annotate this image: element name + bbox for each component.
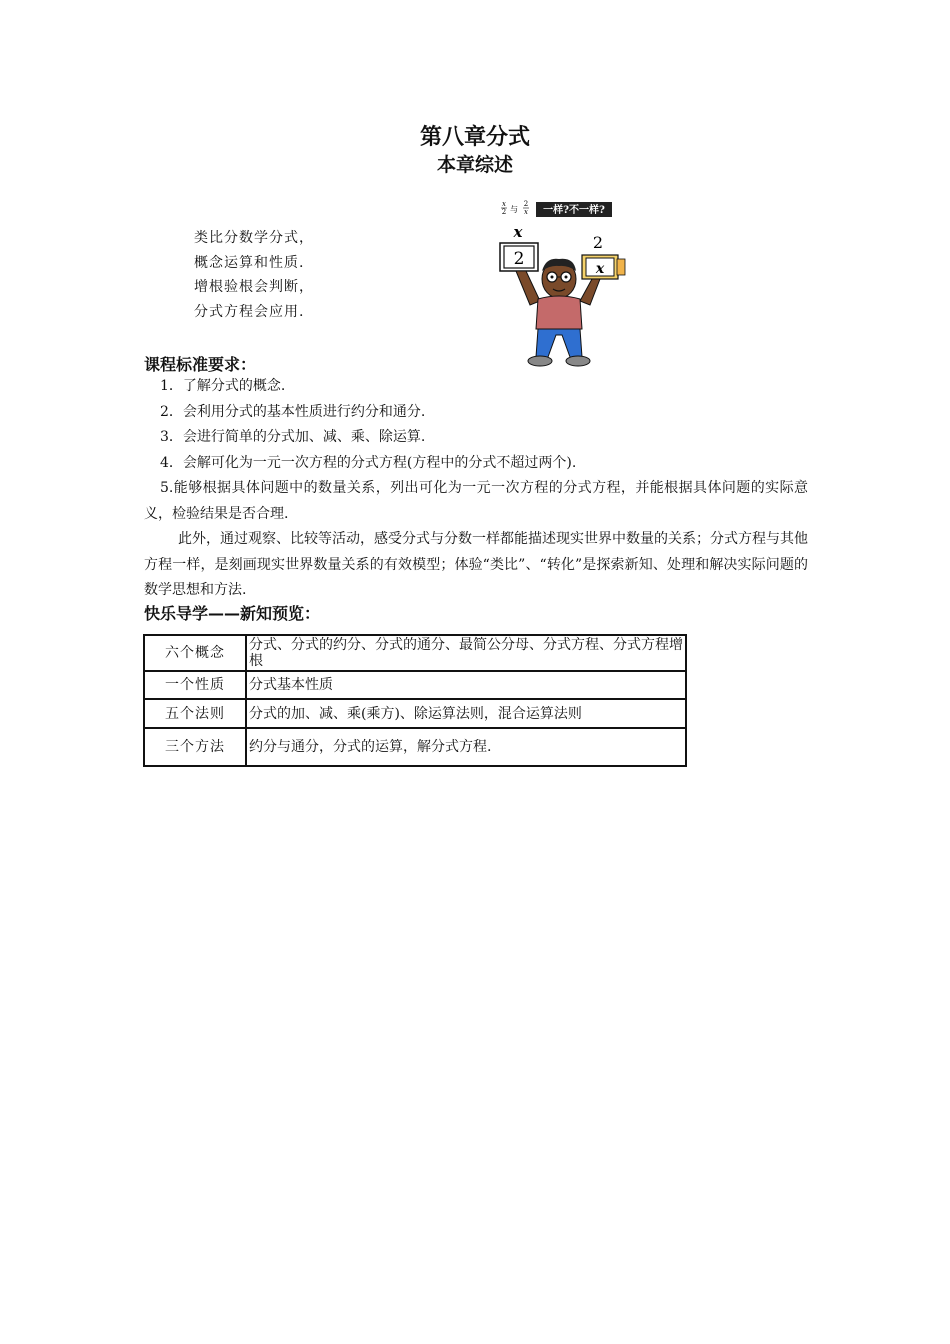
table-value: 分式、分式的约分、分式的通分、最简公分母、分式方程、分式方程增根 xyxy=(246,635,686,671)
right-card-bottom: x xyxy=(595,261,605,277)
requirements-paragraph: 此外，通过观察、比较等活动，感受分式与分数一样都能描述现实世界中数量的关系；分式方程与其他方程一样，是刻画现实世界数量关系的有效模型；体验“类比”、“转化”是探索新知、处理和解决实际问题的数学思想和方法. xyxy=(144,531,808,598)
list-item: 2．会利用分式的基本性质进行约分和通分. xyxy=(160,403,426,420)
poem-line: 类比分数学分式， xyxy=(194,230,314,246)
poem-line: 概念运算和性质. xyxy=(194,254,305,271)
table-key: 三个方法 xyxy=(144,728,246,766)
table-value: 分式基本性质 xyxy=(246,671,686,699)
table-value: 约分与通分，分式的运算，解分式方程. xyxy=(246,728,686,766)
table-value: 分式的加、减、乘(乘方)、除运算法则，混合运算法则 xyxy=(246,699,686,728)
chapter-poem xyxy=(194,226,314,324)
list-item: 4．会解可化为一元一次方程的分式方程(方程中的分式不超过两个). xyxy=(160,454,577,471)
requirements-heading: 课程标准要求： xyxy=(144,355,257,374)
table-row xyxy=(144,699,686,728)
poem-line: 分式方程会应用. xyxy=(194,303,305,320)
left-card-top: x xyxy=(513,223,523,241)
caption-frac2-den: x xyxy=(524,208,528,216)
caption-frac1-num: x xyxy=(502,200,506,208)
banner-text: 一样?不一样? xyxy=(543,205,605,216)
caption-frac1-den: 2 xyxy=(501,208,507,216)
list-item: 1．了解分式的概念. xyxy=(160,378,286,394)
cartoon-illustration xyxy=(496,197,636,377)
caption-frac2-num: 2 xyxy=(523,200,529,208)
table-row xyxy=(144,671,686,699)
poem-line: 增根验根会判断， xyxy=(194,279,314,295)
caption-connector: 与 xyxy=(510,205,518,214)
page-title: 第八章分式 xyxy=(419,125,530,150)
list-item: 5.能够根据具体问题中的数量关系，列出可化为一元一次方程的分式方程，并能根据具体问题的实际意义，检验结果是否合理. xyxy=(144,480,808,522)
preview-heading: 快乐导学——新知预览： xyxy=(144,604,321,623)
preview-table xyxy=(143,634,687,767)
list-item: 3．会进行简单的分式加、减、乘、除运算. xyxy=(160,429,426,445)
table-key: 五个法则 xyxy=(144,699,246,728)
table-key: 一个性质 xyxy=(144,671,246,699)
table-row xyxy=(144,635,686,671)
table-row xyxy=(144,728,686,766)
requirements-list xyxy=(144,374,808,604)
left-card-bottom: 2 xyxy=(513,249,525,269)
right-card-top: 2 xyxy=(592,233,604,252)
table-key: 六个概念 xyxy=(144,635,246,671)
page-subtitle: 本章综述 xyxy=(436,154,513,176)
